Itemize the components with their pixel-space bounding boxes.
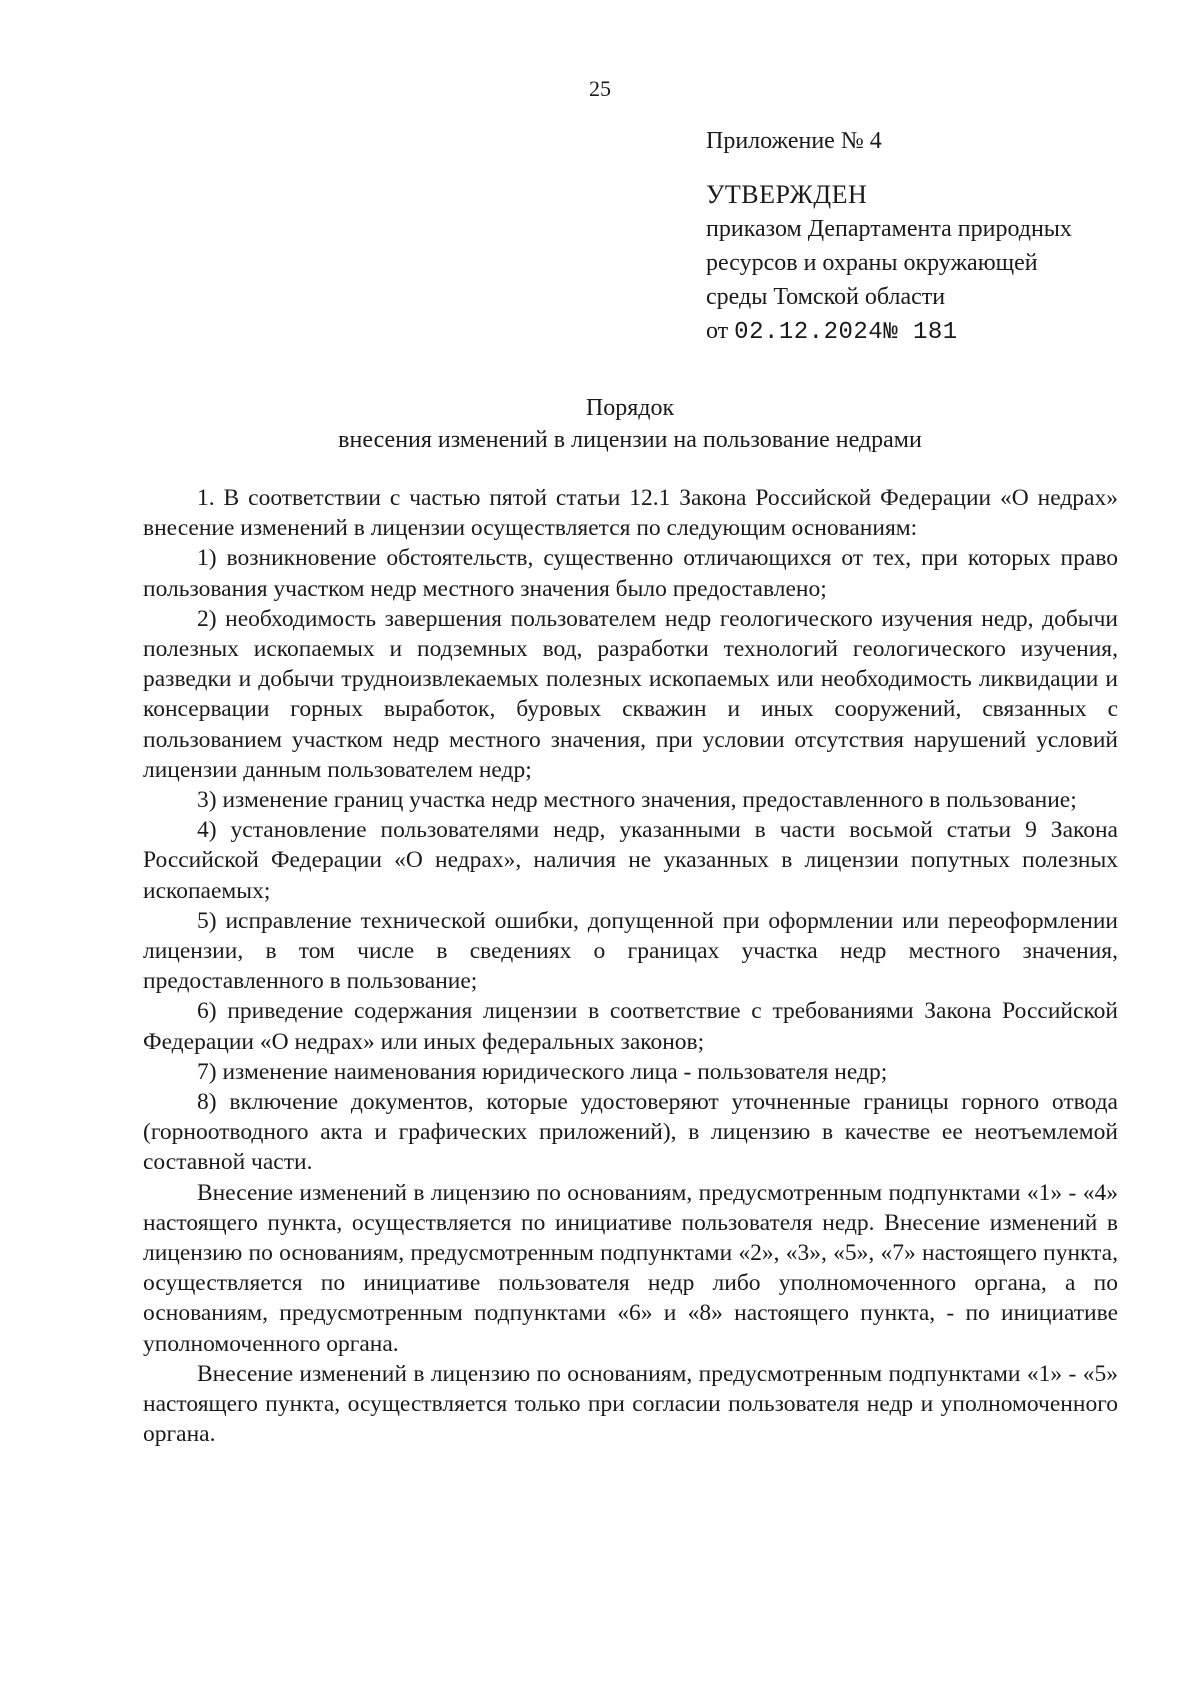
approved-heading: УТВЕРЖДЕН — [706, 180, 868, 209]
approval-line: ресурсов и охраны окружающей — [706, 250, 1038, 276]
paragraph: 6) приведение содержания лицензии в соответствие с требованиями Закона Российской Федерации «О недрах» или иных федеральных законов; — [143, 998, 1118, 1055]
paragraph: Внесение изменений в лицензию по основаниям, предусмотренным подпунктами «1» - «5» настоящего пункта, осуществляется только при согласии пользователя недр и уполномоченного органа. — [143, 1360, 1118, 1448]
document-body — [143, 483, 1118, 1450]
paragraph: 2) необходимость завершения пользователем недр геологического изучения недр, добычи полезных ископаемых и подземных вод, разработки технологий геологического изучения, разведки и добычи трудноизвлекаемых полезных ископаемых или необходимость ликвидации и консервации горных выработок, буровых скважин и иных сооружений, связанных с пользованием участком недр местного значения, при условии отсутствия нарушений условий лицензии данным пользователем недр; — [143, 605, 1118, 783]
title-line-2: внесения изменений в лицензии на пользование недрами — [338, 427, 922, 453]
page-number: 25 — [589, 76, 611, 101]
paragraph: Внесение изменений в лицензию по основаниям, предусмотренным подпунктами «1» - «4» настоящего пункта, осуществляется по инициативе пользователя недр. Внесение изменений в лицензию по основаниям, предусмотренным подпунктами «2», «3», «5», «7» настоящего пункта, осуществляется по инициативе пользователя недр либо уполномоченного органа, а по основаниям, предусмотренным подпунктами «6» и «8» настоящего пункта, - по инициативе уполномоченного органа. — [143, 1179, 1118, 1357]
paragraph: 1. В соответствии с частью пятой статьи 12.1 Закона Российской Федерации «О недрах» внесение изменений в лицензии осуществляется по следующим основаниям: — [143, 485, 1118, 542]
document-title — [0, 392, 1200, 456]
paragraph: 4) установление пользователями недр, указанными в части восьмой статьи 9 Закона Российской Федерации «О недрах», наличия не указанных в лицензии попутных полезных ископаемых; — [143, 817, 1118, 904]
approval-block — [706, 124, 1166, 350]
date-prefix: от — [706, 318, 729, 344]
approval-line: среды Томской области — [706, 284, 946, 310]
approval-date-line — [706, 314, 1166, 350]
paragraph: 5) исправление технической ошибки, допущенной при оформлении или переоформлении лицензии, в том числе в сведениях о границах участка недр местного значения, предоставленного в пользование; — [143, 907, 1118, 995]
paragraph: 1) возникновение обстоятельств, существенно отличающихся от тех, при которых право пользования участком недр местного значения было предоставлено; — [143, 545, 1118, 602]
paragraph: 7) изменение наименования юридического лица - пользователя недр; — [197, 1058, 888, 1085]
order-date-number: 02.12.2024№ 181 — [734, 319, 958, 346]
paragraph: 8) включение документов, которые удостоверяют уточненные границы горного отвода (горноотводного акта и графических приложений), в лицензию в качестве ее неотъемлемой составной части. — [143, 1089, 1118, 1176]
approval-line: приказом Департамента природных — [706, 216, 1072, 242]
appendix-label: Приложение № 4 — [706, 128, 882, 154]
paragraph: 3) изменение границ участка недр местного значения, предоставленного в пользование; — [197, 787, 1077, 814]
title-line-1: Порядок — [585, 395, 675, 421]
